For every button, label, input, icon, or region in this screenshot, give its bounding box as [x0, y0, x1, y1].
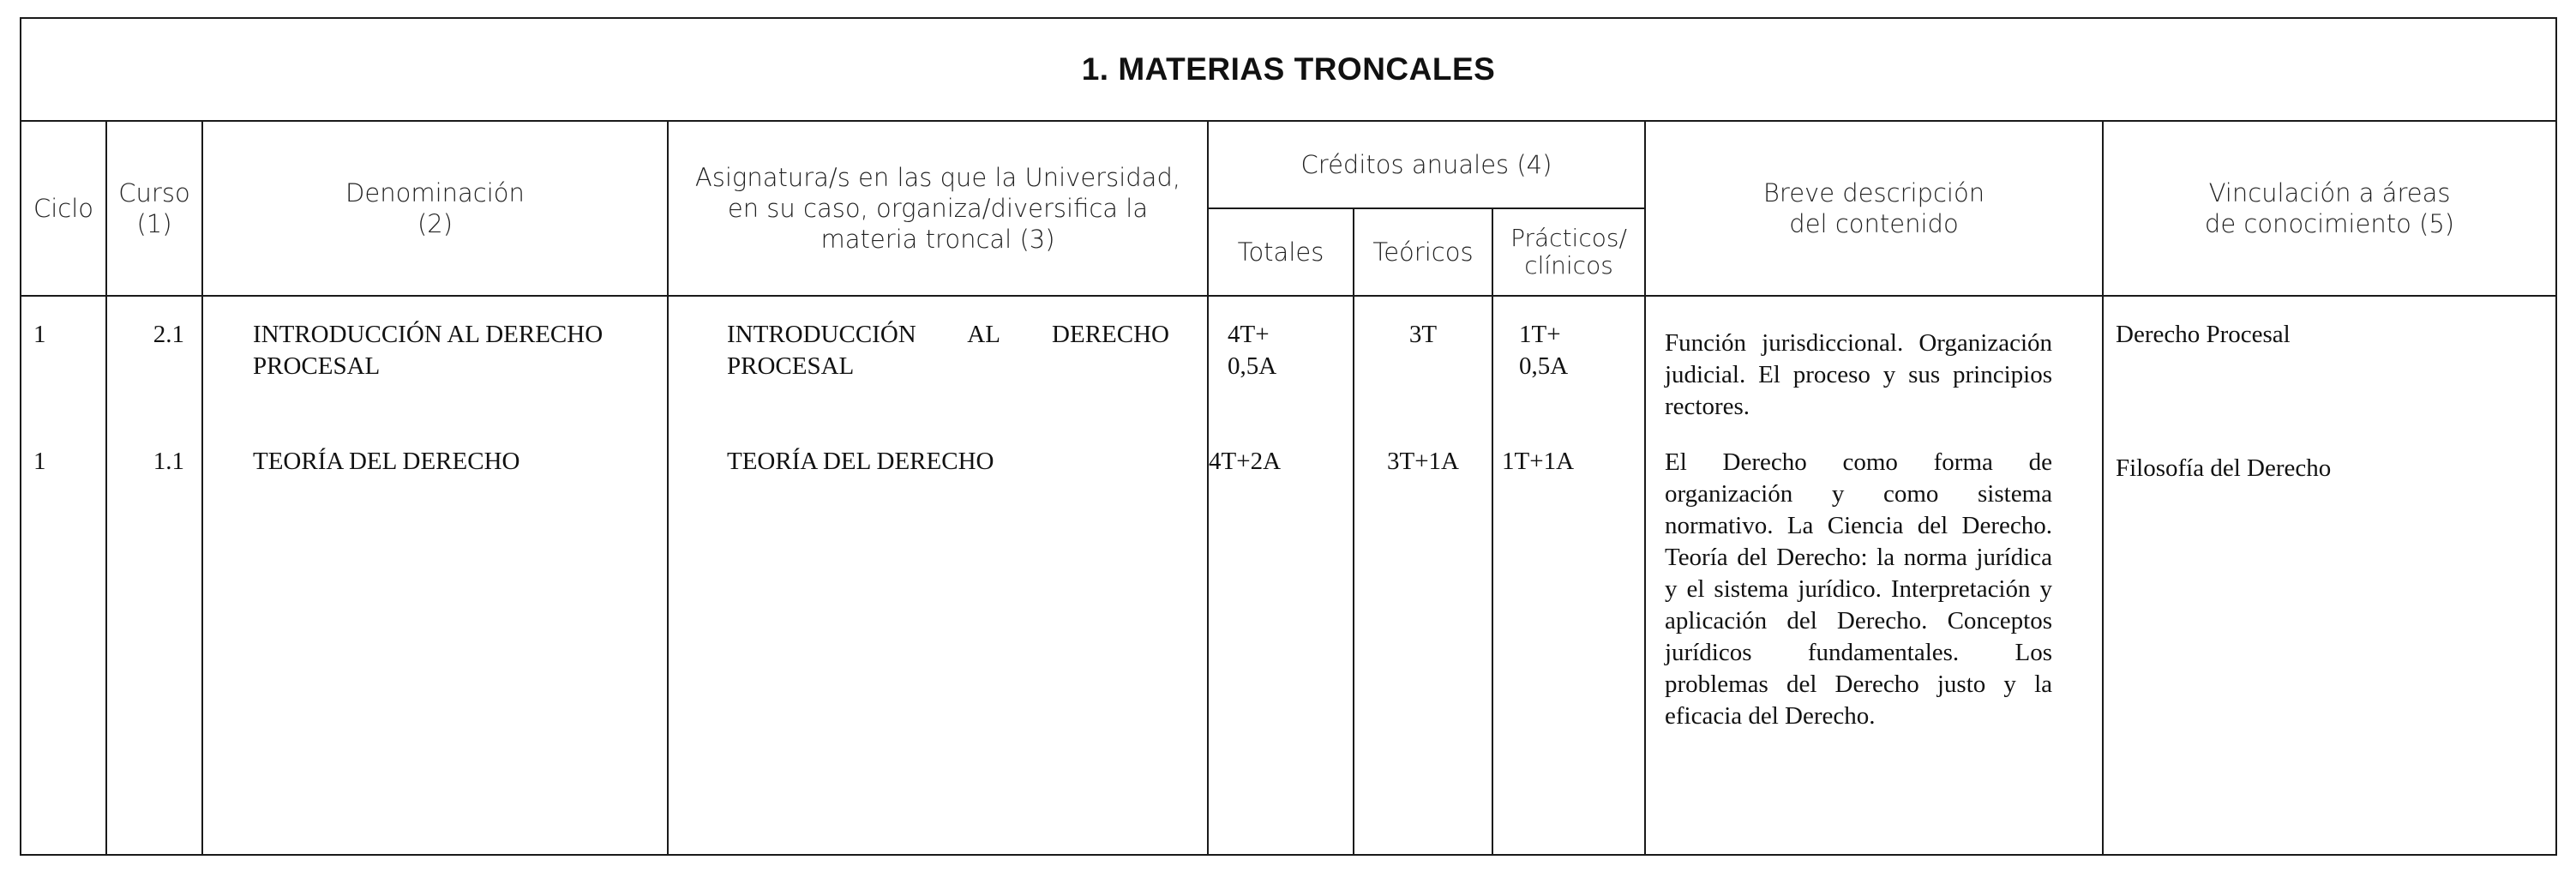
curso-value: 2.1 [153, 321, 184, 348]
list-item [1476, 446, 1644, 478]
header-asignatura-line-3: materia troncal (3) [820, 225, 1055, 254]
header-vinculacion-line-2: de conocimiento (5) [2204, 209, 2455, 238]
asignatura-line: INTRODUCCIÓN AL DERECHO [727, 321, 1169, 348]
column-denominacion [202, 296, 668, 855]
teoricos-value: 3T [1408, 321, 1438, 348]
header-practicos [1492, 208, 1645, 296]
ciclo-value: 1 [33, 448, 46, 475]
column-curso [106, 296, 202, 855]
header-denominacion-note: (2) [417, 209, 453, 238]
list-item [669, 297, 1207, 382]
list-item [203, 446, 667, 478]
table-body-row [21, 296, 2556, 855]
list-item [1354, 297, 1492, 351]
header-teoricos: Teóricos [1354, 208, 1492, 296]
header-curso-note: (1) [136, 209, 172, 238]
column-ciclo [21, 296, 106, 855]
header-vinculacion-line-1: Vinculación a áreas [2208, 178, 2451, 207]
area-value: Derecho Procesal [2116, 321, 2291, 348]
header-practicos-line-1: Prácticos/ [1510, 224, 1627, 252]
list-item [203, 297, 667, 382]
header-vinculacion [2103, 121, 2556, 296]
practicos-line: 1T+1A [1502, 448, 1575, 475]
header-curso-label: Curso [118, 178, 190, 207]
header-denominacion-label: Denominación [345, 178, 525, 207]
header-descripcion-line-2: del contenido [1789, 209, 1959, 238]
column-practicos [1492, 296, 1645, 855]
list-item [107, 446, 201, 478]
materias-troncales-table [20, 17, 2557, 856]
asignatura-line: TEORÍA DEL DERECHO [727, 448, 994, 475]
header-practicos-line-2: clínicos [1524, 251, 1613, 280]
curso-value: 1.1 [153, 448, 184, 475]
header-descripcion-line-1: Breve descripción [1762, 178, 1985, 207]
ciclo-value: 1 [33, 321, 46, 348]
title-row [21, 18, 2556, 121]
list-item [2104, 297, 2555, 351]
column-totales [1208, 296, 1354, 855]
header-row-1 [21, 121, 2556, 208]
denominacion-line: PROCESAL [253, 352, 381, 380]
header-descripcion [1645, 121, 2103, 296]
denominacion-line: TEORÍA DEL DERECHO [253, 448, 520, 475]
header-asignatura-line-1: Asignatura/s en las que la Universidad, [694, 163, 1181, 192]
descripcion-text: El Derecho como forma de organización y como sistema normativo. La Ciencia del Derecho. Teoría del Derecho: la norma jurídica y el sistema jurídico. Interpretación y aplicación del Derecho. Conceptos jurídicos fundamentales. Los problemas del Derecho justo y la eficacia del Derecho. [1665, 448, 2052, 730]
list-item [21, 446, 105, 478]
header-asignatura [668, 121, 1208, 296]
column-vinculacion [2103, 296, 2556, 855]
practicos-line: 0,5A [1519, 352, 1569, 380]
denominacion-line: INTRODUCCIÓN AL DERECHO [253, 321, 603, 348]
list-item [2104, 453, 2555, 484]
column-asignatura [668, 296, 1208, 855]
column-descripcion [1645, 296, 2103, 855]
area-value: Filosofía del Derecho [2116, 454, 2332, 482]
header-denominacion [202, 121, 668, 296]
descripcion-text: Función jurisdiccional. Organización judicial. El proceso y sus principios rectores. [1665, 329, 2052, 420]
list-item [1646, 297, 2102, 423]
header-curso [106, 121, 202, 296]
list-item [1209, 297, 1353, 382]
header-asignatura-line-2: en su caso, organiza/diversifica la [727, 194, 1149, 223]
list-item [1493, 297, 1644, 382]
list-item [1646, 447, 2102, 732]
asignatura-line: PROCESAL [727, 352, 855, 380]
practicos-line: 1T+ [1519, 321, 1561, 348]
list-item [669, 446, 1207, 478]
list-item [1190, 446, 1353, 478]
list-item [1354, 446, 1492, 478]
header-creditos: Créditos anuales (4) [1208, 121, 1645, 208]
list-item [107, 297, 201, 351]
table-title: 1. MATERIAS TRONCALES [21, 18, 2556, 121]
totales-line: 4T+ [1228, 321, 1270, 348]
teoricos-value: 3T+1A [1386, 448, 1459, 475]
totales-line: 0,5A [1228, 352, 1277, 380]
header-ciclo: Ciclo [21, 121, 106, 296]
header-totales: Totales [1208, 208, 1354, 296]
totales-line: 4T+2A [1209, 448, 1282, 475]
list-item [21, 297, 105, 351]
column-teoricos [1354, 296, 1492, 855]
